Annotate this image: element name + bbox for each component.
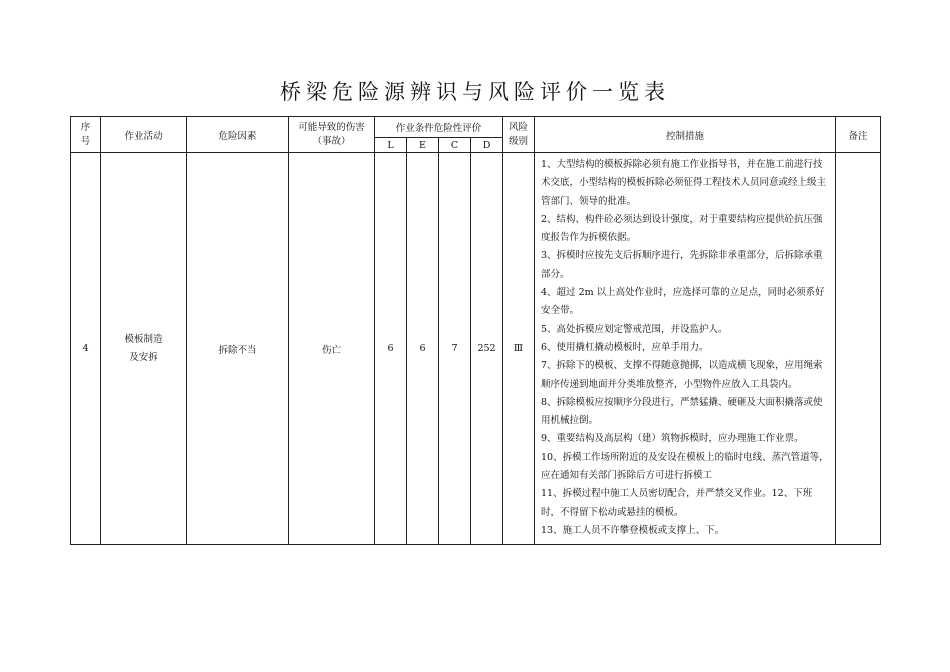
cell-activity: 模板制造 及安拆 <box>101 153 187 545</box>
header-C: C <box>439 138 471 153</box>
measure-item: 11、拆模过程中施工人员密切配合，并严禁交叉作业。12、下班时，不得留下松动或悬挂的模板。 <box>541 488 813 518</box>
table-row <box>71 153 881 545</box>
cell-C: 7 <box>439 153 471 545</box>
cell-L: 6 <box>375 153 407 545</box>
header-control: 控制措施 <box>535 117 836 153</box>
measure-item: 3、拆模时应按先支后拆顺序进行，先拆除非承重部分，后拆除承重部分。 <box>541 250 823 280</box>
measure-item: 6、使用撬杠撬动模板时，应单手用力。 <box>541 341 709 353</box>
header-D: D <box>471 138 503 153</box>
page-title: 桥梁危险源辨识与风险评价一览表 <box>280 80 670 104</box>
header-hazard: 危险因素 <box>187 117 289 153</box>
header-E: E <box>407 138 439 153</box>
header-row-1 <box>71 117 881 138</box>
header-L: L <box>375 138 407 153</box>
measure-item: 9、重要结构及高层构（建）筑物拆模时，应办理施工作业票。 <box>541 433 804 445</box>
cell-D: 252 <box>471 153 503 545</box>
measure-item: 7、拆除下的模板、支撑不得随意抛掷，以造成横飞现象，应用绳索顺序传递到地面并分类堆放整齐，小型物件应放入工具袋内。 <box>541 360 823 390</box>
cell-control-measures <box>535 153 836 545</box>
measure-item: 1、大型结构的模板拆除必须有施工作业指导书，并在施工前进行技术交底，小型结构的模板拆除必须征得工程技术人员同意或经上级主管部门、领导的批准。 <box>541 159 827 207</box>
measure-item: 13、施工人员不许攀登模板或支撑上、下。 <box>541 524 725 536</box>
header-remark: 备注 <box>836 117 881 153</box>
measure-item: 4、超过 2m 以上高处作业时，应选择可靠的立足点，同时必须系好安全带。 <box>541 287 825 317</box>
cell-injury: 伤亡 <box>289 153 375 545</box>
measure-item: 10、拆模工作场所附近的及安设在模板上的临时电线、蒸汽管道等，应在通知有关部门拆除后方可进行拆模工 <box>541 451 829 482</box>
measure-item: 2、结构、构件砼必须达到设计强度，对于重要结构应提供砼抗压强度报告作为拆模依据。 <box>541 213 823 244</box>
cell-remark <box>836 153 881 545</box>
cell-seq: 4 <box>71 153 101 545</box>
cell-hazard: 拆除不当 <box>187 153 289 545</box>
risk-table <box>70 116 881 545</box>
header-evaluation: 作业条件危险性评价 <box>375 117 503 138</box>
header-seq: 序 号 <box>71 117 101 153</box>
header-activity: 作业活动 <box>101 117 187 153</box>
header-injury: 可能导致的伤害 （事故） <box>289 117 375 153</box>
cell-E: 6 <box>407 153 439 545</box>
cell-risk-level: Ⅲ <box>503 153 535 545</box>
measure-item: 8、拆除模板应按顺序分段进行，严禁猛撬、硬砸及大面积撬落或使用机械拉倒。 <box>541 396 823 427</box>
measure-item: 5、高处拆模应划定警戒范围，并设监护人。 <box>541 323 728 335</box>
header-risk-level: 风险 级别 <box>503 117 535 153</box>
